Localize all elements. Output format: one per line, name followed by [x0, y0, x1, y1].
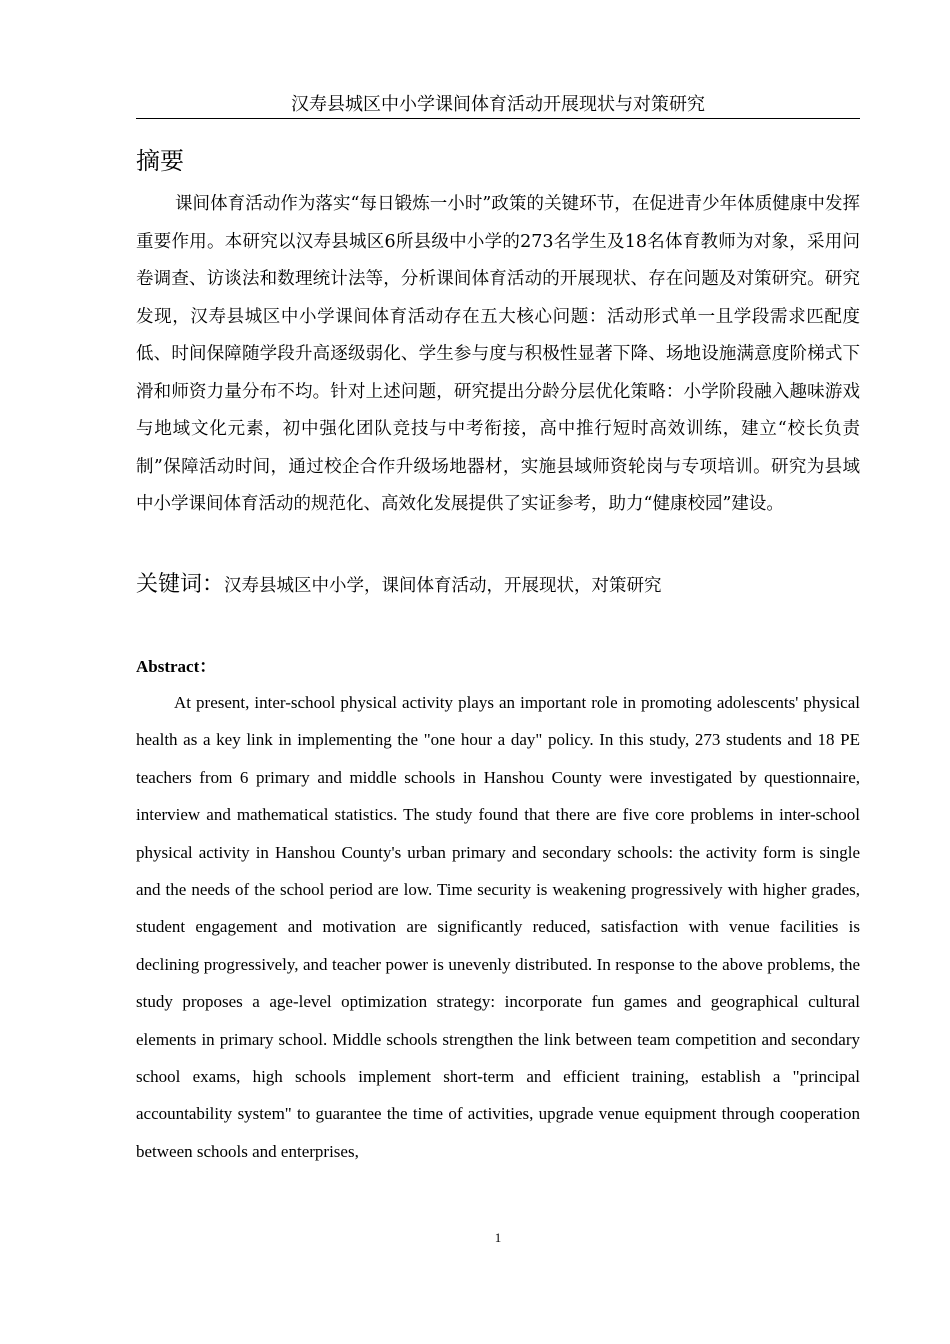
chinese-abstract-heading: 摘要	[136, 147, 184, 175]
english-abstract-heading: Abstract：	[136, 657, 217, 676]
page-number: 1	[494, 1230, 502, 1245]
running-header-title: 汉寿县城区中小学课间体育活动开展现状与对策研究	[291, 94, 705, 115]
chinese-abstract-body: 课间体育活动作为落实“每日锻炼一小时”政策的关键环节，在促进青少年体质健康中发挥重要作用。本研究以汉寿县城区6所县级中小学的273名学生及18名体育教师为对象，采用问卷调查、访谈法和数理统计法等，分析课间体育活动的开展现状、存在问题及对策研究。研究发现，汉寿县城区中小学课间体育活动存在五大核心问题：活动形式单一且学段需求匹配度低、时间保障随学段升高逐级弱化、学生参与度与积极性显著下降、场地设施满意度阶梯式下滑和师资力量分布不均。针对上述问题，研究提出分龄分层优化策略：小学阶段融入趣味游戏与地域文化元素，初中强化团队竞技与中考衔接，高中推行短时高效训练，建立“校长负责制”保障活动时间，通过校企合作升级场地器材，实施县域师资轮岗与专项培训。研究为县域中小学课间体育活动的规范化、高效化发展提供了实证参考，助力“健康校园”建设。	[136, 194, 860, 514]
english-abstract-body: At present, inter-school physical activity plays an important role in promoting adolescents' physical health as a key link in implementing the "one hour a day" policy. In this study, 273 students and 18 PE teachers from 6 primary and middle schools in Hanshou County were investigated by questionnaire, interview and mathematical statistics. The study found that there are five core problems in inter-school physical activity in Hanshou County's urban primary and secondary schools: the activity form is single and the needs of the school period are low. Time security is weakening progressively with higher grades, student engagement and motivation are significantly reduced, satisfaction with venue facilities is declining progressively, and teacher power is unevenly distributed. In response to the above problems, the study proposes a age-level optimization strategy: incorporate fun games and geographical cultural elements in primary school. Middle schools strengthen the link between team competition and secondary school exams, high schools implement short-term and efficient training, establish a "principal accountability system" to guarantee the time of activities, upgrade venue equipment through cooperation between schools and enterprises,	[136, 693, 860, 1161]
keywords-line	[136, 568, 860, 603]
header-divider	[136, 118, 860, 119]
keywords-label: 关键词：	[136, 572, 225, 597]
keywords-text: 汉寿县城区中小学，课间体育活动，开展现状，对策研究	[224, 576, 662, 596]
